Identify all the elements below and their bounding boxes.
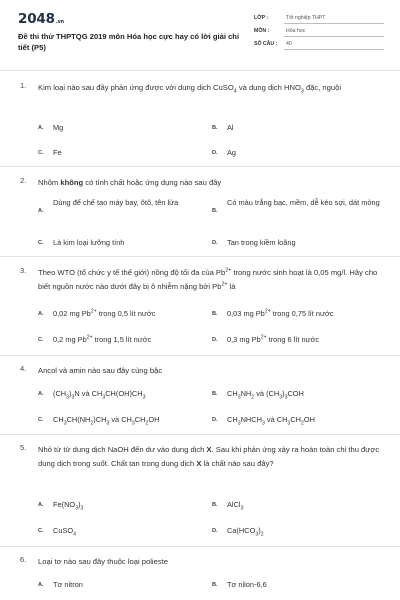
question-number: 6. [20, 555, 27, 564]
question-text: Kim loại nào sau đây phản ứng được với dung dịch CuSO$_4$ và dung dịch $HNO_3$ đặc, nguội [38, 83, 342, 95]
meta-label: SỐ CÂU : [254, 41, 278, 47]
meta-label: LỚP : [254, 15, 269, 21]
question-text: Loại tơ nào sau đây thuộc loại polieste [38, 557, 168, 566]
question-text: Nhỏ từ từ dung dịch NaOH đến dư vào dung dịch X. Sau khi phản ứng xảy ra hoàn toàn chỉ thu được dung dịch trong suốt. Chất tan trong dung dịch X là chất nào sau đây? [38, 445, 380, 468]
question-number: 1. [20, 81, 27, 90]
meta-value: Hóa học [284, 28, 384, 37]
divider [0, 546, 400, 547]
document-header [0, 0, 400, 62]
divider [0, 434, 400, 435]
question-text: Ancol và amin nào sau đây cùng bậc [38, 366, 163, 375]
site-logo[interactable]: 2048.vn [18, 11, 64, 27]
meta-subject [254, 26, 384, 39]
question-text: Nhôm không có tính chất hoặc ứng dụng nào sau đây [38, 178, 222, 187]
divider [0, 166, 400, 167]
meta-value: 40 [284, 41, 384, 50]
exam-meta [254, 13, 384, 52]
divider [0, 256, 400, 257]
divider [0, 355, 400, 356]
question-number: 2. [20, 176, 27, 185]
question-number: 5. [20, 443, 27, 452]
meta-value: Tốt nghiệp THPT [284, 15, 384, 24]
question-number: 3. [20, 266, 27, 275]
meta-label: MÔN : [254, 28, 270, 34]
divider [0, 70, 400, 71]
question-text: Theo WTO (tổ chức y tế thế giới) nồng độ tối đa của $Pb^{2+}$ trong nước sinh hoạt là 0,05 mg/l. Hãy cho biết nguồn nước nào dưới đây bị ô nhiễm nặng bởi $Pb^{2+}$ là [38, 267, 378, 291]
document-title: Đề thi thử THPTQG 2019 môn Hóa học cực hay có lời giải chi tiết (P5) [18, 32, 240, 52]
meta-class [254, 13, 384, 26]
question-number: 4. [20, 364, 27, 373]
meta-question-count [254, 39, 384, 52]
